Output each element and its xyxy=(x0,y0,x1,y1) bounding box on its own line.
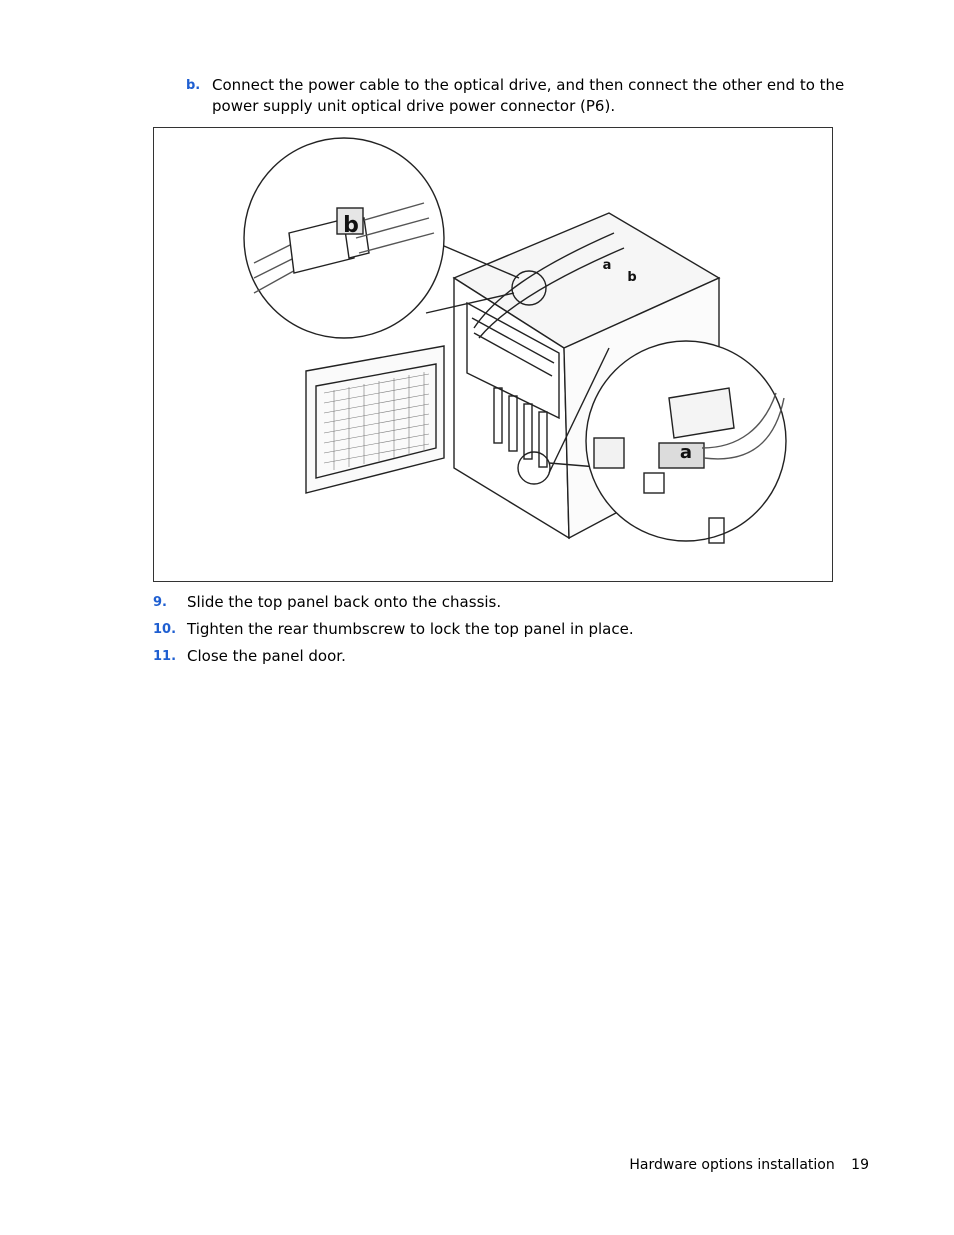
callout-label-b-small: b xyxy=(627,270,637,285)
step-b-text: Connect the power cable to the optical drive, and then connect the other end to the power supply unit optical drive power connector (P6). xyxy=(212,76,845,115)
page-number: 19 xyxy=(851,1157,869,1173)
step-b xyxy=(186,75,886,117)
step-number: 10. xyxy=(153,622,177,637)
list-item xyxy=(153,646,873,673)
installation-figure xyxy=(153,127,833,582)
page-footer xyxy=(629,1157,869,1173)
step-text: Tighten the rear thumbscrew to lock the top panel in place. xyxy=(187,620,634,638)
step-number: 11. xyxy=(153,649,177,664)
footer-section-title: Hardware options installation xyxy=(629,1157,835,1173)
step-text: Close the panel door. xyxy=(187,647,346,665)
step-text: Slide the top panel back onto the chassis. xyxy=(187,593,502,611)
step-b-marker: b. xyxy=(186,78,201,93)
callout-label-b-large: b xyxy=(343,213,359,238)
side-door xyxy=(306,346,444,493)
step-list xyxy=(153,592,873,673)
callout-label-a-large: a xyxy=(679,442,693,463)
callout-label-a-small: a xyxy=(602,258,612,273)
list-item xyxy=(153,619,873,646)
list-item xyxy=(153,592,873,619)
step-number: 9. xyxy=(153,595,167,610)
chassis-illustration xyxy=(154,128,834,583)
